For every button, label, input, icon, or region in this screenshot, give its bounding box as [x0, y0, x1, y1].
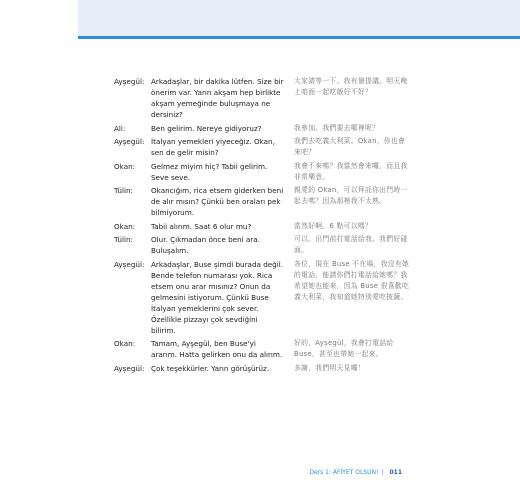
- dialogue-row: [114, 221, 414, 232]
- chinese-translation: 當然好啊。6 點可以嗎？: [294, 221, 373, 230]
- dialogue-block: [114, 76, 414, 376]
- footer-separator: |: [381, 469, 384, 476]
- chinese-translation: 好的，Ayşegül，我會打電話給 Buse，甚至也帶她一起來。: [294, 339, 394, 358]
- speaker-name: Tülin:: [114, 235, 133, 244]
- dialogue-row: [114, 259, 414, 336]
- turkish-line: Tabii alırım. Saat 6 olur mu?: [151, 221, 252, 231]
- dialogue-row: [114, 76, 414, 120]
- chinese-translation: 我會不來嗎？我當然會來囉，而且我非常樂意。: [294, 161, 408, 181]
- speaker-name: Okan:: [114, 339, 136, 348]
- chinese-translation: 大家請等一下。我有個提議。明天晚上咱面一起吃飯好不好？: [294, 77, 408, 96]
- chinese-translation: 可以。出門前打電話給我。我們好碰面。: [294, 235, 408, 254]
- turkish-line: İtalyan yemekleri yiyeceğiz. Okan, sen de gelir misin?: [151, 137, 275, 157]
- speaker-name: Ayşegül:: [114, 77, 145, 86]
- page-footer: [309, 469, 402, 476]
- turkish-line: Arkadaşlar, Buse şimdi burada değil. Bende telefon numarası yok. Rica etsem onu arar mısınız? Onun da gelmesini istiyorum. Çünkü Buse İtalyan yemeklerini çok sever. Özellikle pizzayı çok sevdiğini bilirim.: [151, 259, 284, 335]
- dialogue-row: [114, 234, 414, 256]
- chinese-translation: 各位，現在 Buse 不在場，我沒有她的電話，能請你們打電話給她嗎？我希望她也能來，因為 Buse 很喜歡吃義大利菜，我知道她特別愛吃披薩。: [294, 259, 410, 301]
- dialogue-row: [114, 338, 414, 360]
- turkish-line: Olur. Çıkmadan önce beni ara. Buluşalım.: [151, 235, 260, 255]
- dialogue-row: [114, 363, 414, 374]
- speaker-name: Ayşegül:: [114, 137, 145, 146]
- dialogue-row: [114, 161, 414, 183]
- dialogue-row: [114, 185, 414, 218]
- lesson-title: Ders 1: AFİYET OLSUN!: [309, 469, 379, 476]
- header-band: [78, 0, 520, 36]
- chinese-translation: 親愛的 Okan，可以拜託你出門時一起去嗎？因為那裡我不太熟。: [294, 186, 408, 205]
- turkish-line: Okancığım, rica etsem giderken beni de alır mısın? Çünkü ben oraları pek bilmiyorum.: [151, 186, 284, 217]
- turkish-line: Gelmez miyim hiç? Tabii gelirim. Seve seve.: [151, 161, 268, 182]
- page-number: 011: [389, 469, 402, 476]
- chinese-translation: 多謝，我們明天見囉！: [294, 363, 365, 372]
- speaker-name: Ali:: [114, 123, 126, 133]
- dialogue-row: [114, 123, 414, 134]
- speaker-name: Okan:: [114, 221, 136, 231]
- turkish-line: Arkadaşlar, bir dakika lütfen. Size bir önerim var. Yarın akşam hep birlikte akşam yemeğinde buluşmaya ne dersiniz?: [151, 77, 284, 119]
- turkish-line: Ben gelirim. Nereye gidiyoruz?: [151, 123, 262, 133]
- chinese-translation: 我參加。我們要去哪裡呢？: [294, 123, 380, 132]
- header-rule: [78, 36, 520, 39]
- speaker-name: Ayşegül:: [114, 363, 145, 373]
- speaker-name: Tülin:: [114, 186, 133, 195]
- turkish-line: Tamam, Ayşegül, ben Buse'yi ararım. Hatta gelirken onu da alırım.: [151, 339, 283, 359]
- speaker-name: Okan:: [114, 161, 136, 171]
- speaker-name: Ayşegül:: [114, 259, 145, 269]
- dialogue-row: [114, 136, 414, 158]
- chinese-translation: 我們去吃義大利菜。Okan，你也會來吧？: [294, 137, 406, 156]
- turkish-line: Çok teşekkürler. Yarın görüşürüz.: [151, 363, 270, 373]
